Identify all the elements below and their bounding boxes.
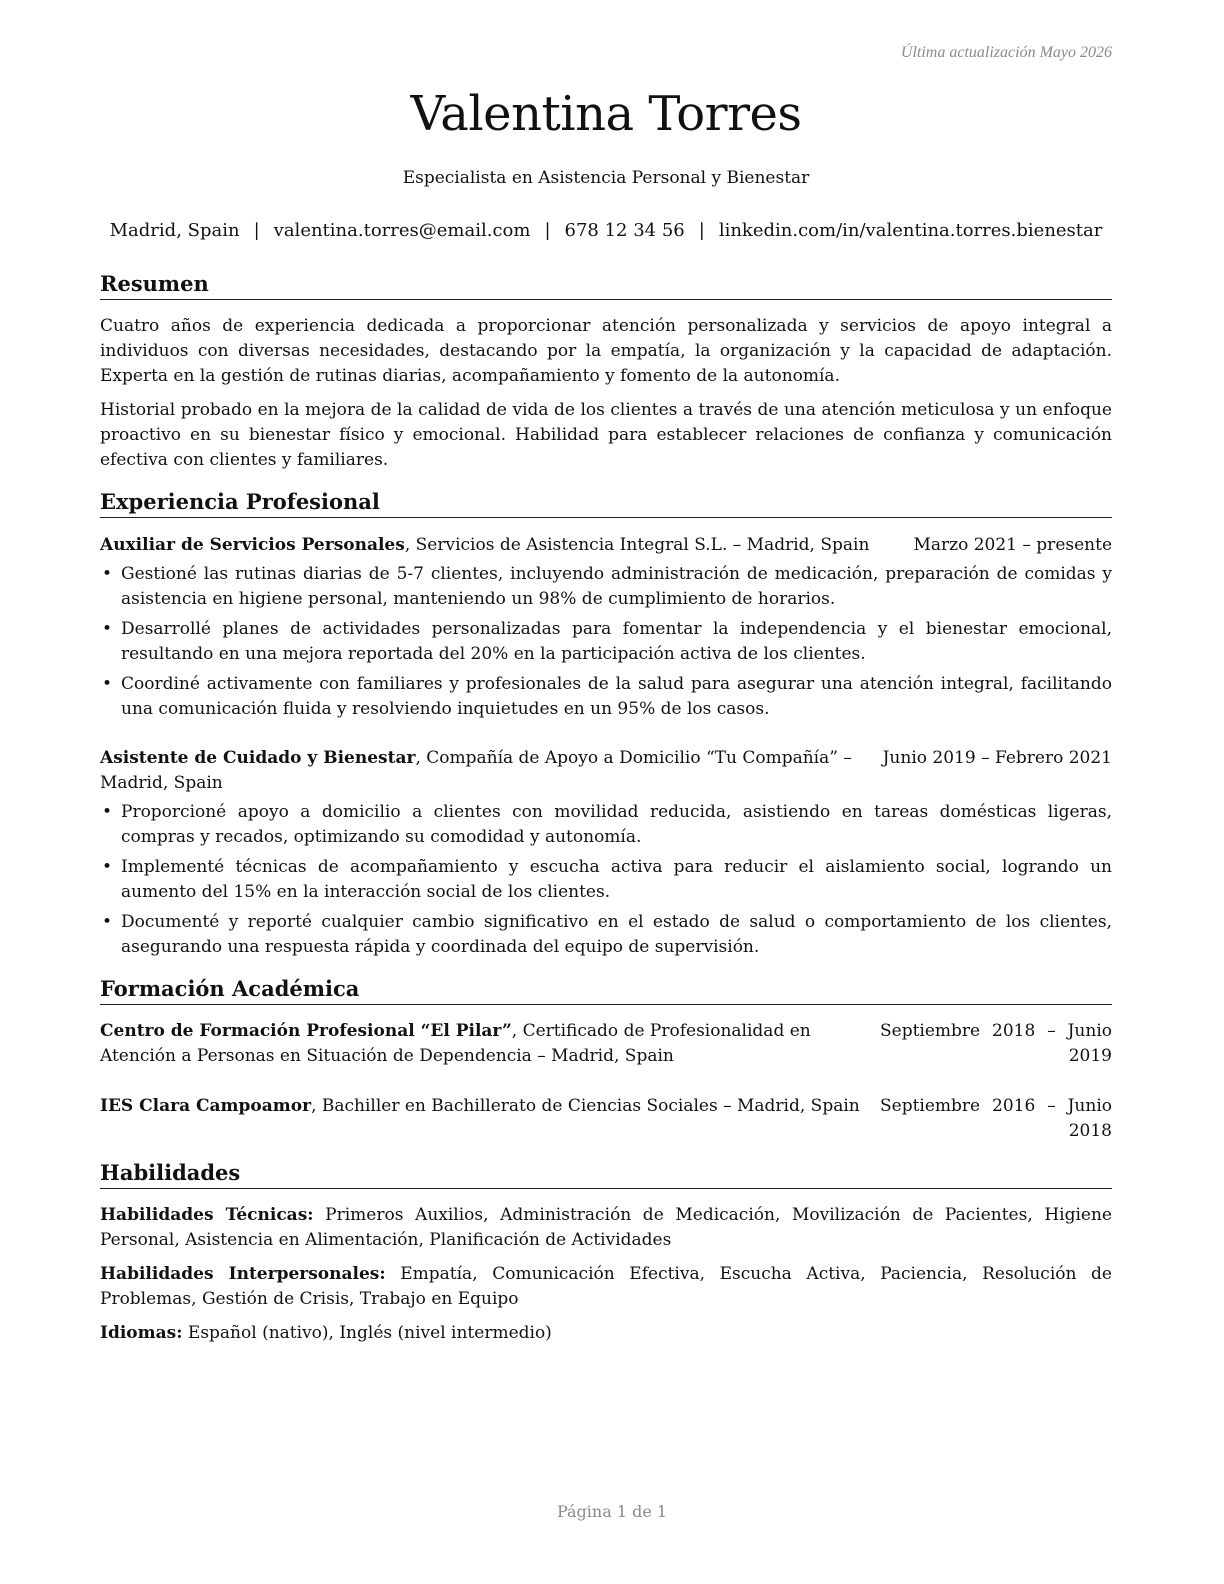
bullet-text: Gestioné las rutinas diarias de 5-7 clientes, incluyendo administración de medicación, preparación de comidas y asistencia en higiene personal, manteniendo un 98% de cumplimiento de horarios. xyxy=(121,564,1112,609)
bullet-icon: • xyxy=(102,912,113,932)
education-school: Centro de Formación Profesional “El Pilar” xyxy=(100,1021,512,1041)
contact-email[interactable]: valentina.torres@email.com xyxy=(273,220,531,241)
bullet-text: Desarrollé planes de actividades personalizadas para fomentar la independencia y el bienestar emocional, resultando en una mejora reportada del 20% en la participación activa de los clientes. xyxy=(121,619,1112,664)
job-bullets xyxy=(100,562,1112,727)
education-dates-line: Septiembre 2018 – Junio xyxy=(880,1021,1112,1041)
bullet-icon: • xyxy=(102,619,113,639)
list-item xyxy=(100,855,1112,905)
job-dates: Junio 2019 – Febrero 2021 xyxy=(882,748,1112,768)
education-dates xyxy=(880,1094,1112,1144)
bullet-icon: • xyxy=(102,564,113,584)
candidate-title: Especialista en Asistencia Personal y Bienestar xyxy=(402,168,810,188)
job-role: Asistente de Cuidado y Bienestar xyxy=(100,748,416,768)
contact-linkedin[interactable]: linkedin.com/in/valentina.torres.bienestar xyxy=(718,220,1103,241)
job-dates: Marzo 2021 – presente xyxy=(913,535,1112,555)
bullet-text: Implementé técnicas de acompañamiento y escucha activa para reducir el aislamiento social, logrando un aumento del 15% en la interacción social de los clientes. xyxy=(121,857,1112,902)
education-school: IES Clara Campoamor xyxy=(100,1096,312,1116)
education-entry xyxy=(100,1019,870,1069)
contact-line xyxy=(100,220,1112,241)
section-title-summary: Resumen xyxy=(100,271,1112,300)
list-item xyxy=(100,800,1112,850)
job-bullets xyxy=(100,800,1112,965)
list-item xyxy=(100,910,1112,960)
contact-phone: 678 12 34 56 xyxy=(564,220,685,241)
bullet-icon: • xyxy=(102,857,113,877)
section-title-experience: Experiencia Profesional xyxy=(100,489,1112,518)
section-title-education: Formación Académica xyxy=(100,976,1112,1005)
education-dates-line: 2018 xyxy=(1068,1121,1112,1141)
skill-group xyxy=(100,1203,1112,1253)
contact-location: Madrid, Spain xyxy=(109,220,240,241)
bullet-icon: • xyxy=(102,802,113,822)
candidate-name: Valentina Torres xyxy=(410,86,802,142)
education-detail: , Bachiller en Bachillerato de Ciencias Sociales – Madrid, Spain xyxy=(311,1096,860,1116)
page-number: Página 1 de 1 xyxy=(556,1502,668,1521)
job-header xyxy=(100,533,1112,558)
skill-value: Primeros Auxilios, Administración de Medicación, Movilización de Pacientes, Higiene Personal, Asistencia en Alimentación, Planificación de Actividades xyxy=(100,1205,1112,1250)
job-location: Madrid, Spain xyxy=(100,773,223,793)
job-company: , Servicios de Asistencia Integral S.L. – Madrid, Spain xyxy=(404,535,870,555)
section-title-skills: Habilidades xyxy=(100,1160,1112,1189)
skill-label: Idiomas: xyxy=(100,1323,183,1343)
contact-separator: | xyxy=(253,220,260,241)
last-updated: Última actualización Mayo 2026 xyxy=(900,44,1112,61)
skill-label: Habilidades Interpersonales: xyxy=(100,1264,386,1284)
education-detail: , Certificado de Profesionalidad en Atención a Personas en Situación de Dependencia – Madrid, Spain xyxy=(100,1021,811,1066)
skill-group xyxy=(100,1262,1112,1312)
contact-separator: | xyxy=(544,220,551,241)
job-header xyxy=(100,746,1112,771)
bullet-text: Coordiné activamente con familiares y profesionales de la salud para asegurar una atención integral, facilitando una comunicación fluida y resolviendo inquietudes en un 95% de los casos. xyxy=(121,674,1112,719)
education-entry xyxy=(100,1094,870,1119)
list-item xyxy=(100,617,1112,667)
list-item xyxy=(100,562,1112,612)
summary-paragraph: Cuatro años de experiencia dedicada a proporcionar atención personalizada y servicios de apoyo integral a individuos con diversas necesidades, destacando por la empatía, la organización y la capacidad de adaptación. Experta en la gestión de rutinas diarias, acompañamiento y fomento de la autonomía. xyxy=(100,316,1112,386)
skill-value: Español (nativo), Inglés (nivel intermedio) xyxy=(182,1323,552,1343)
contact-separator: | xyxy=(698,220,705,241)
skill-group xyxy=(100,1321,1112,1346)
summary-paragraph: Historial probado en la mejora de la calidad de vida de los clientes a través de una atención meticulosa y un enfoque proactivo en su bienestar físico y emocional. Habilidad para establecer relaciones de confianza y comunicación efectiva con clientes y familiares. xyxy=(100,400,1112,470)
job-role: Auxiliar de Servicios Personales xyxy=(100,535,405,555)
education-dates-line: 2019 xyxy=(1068,1046,1112,1066)
skill-value: Empatía, Comunicación Efectiva, Escucha Activa, Paciencia, Resolución de Problemas, Gestión de Crisis, Trabajo en Equipo xyxy=(100,1264,1112,1309)
education-dates xyxy=(880,1019,1112,1069)
list-item xyxy=(100,672,1112,722)
bullet-text: Proporcioné apoyo a domicilio a clientes con movilidad reducida, asistiendo en tareas domésticas ligeras, compras y recados, optimizando su comodidad y autonomía. xyxy=(121,802,1112,847)
job-company: , Compañía de Apoyo a Domicilio “Tu Compañía” – xyxy=(415,748,852,768)
education-dates-line: Septiembre 2016 – Junio xyxy=(880,1096,1112,1116)
bullet-text: Documenté y reporté cualquier cambio significativo en el estado de salud o comportamiento de los clientes, asegurando una respuesta rápida y coordinada del equipo de supervisión. xyxy=(121,912,1112,957)
bullet-icon: • xyxy=(102,674,113,694)
skill-label: Habilidades Técnicas: xyxy=(100,1205,314,1225)
